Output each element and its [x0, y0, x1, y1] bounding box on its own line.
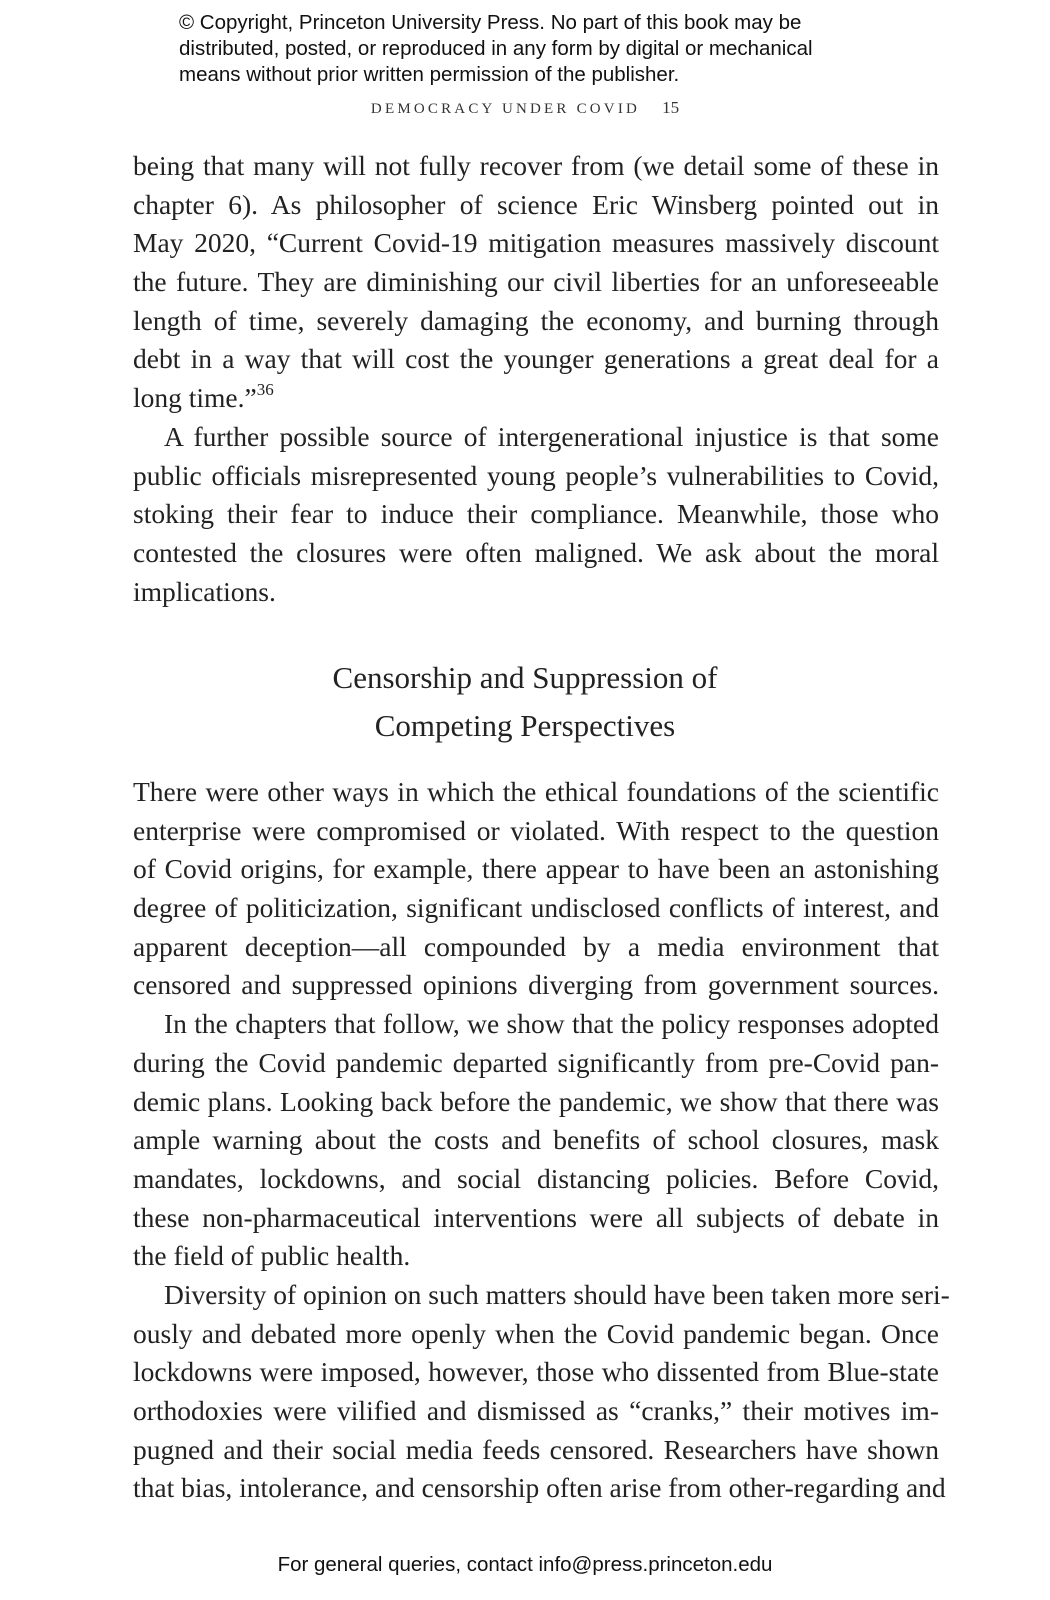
- text-line: May 2020, “Current Covid-19 mitigation measures massively discount: [133, 227, 939, 259]
- footer-contact: For general queries, contact info@press.princeton.edu: [277, 1553, 773, 1576]
- text-line: public officials misrepresented young people’s vulnerabilities to Covid,: [133, 459, 939, 491]
- page-number: 15: [662, 98, 680, 117]
- section-heading: [0, 654, 1050, 750]
- paragraph: [133, 773, 939, 1005]
- paragraph: [133, 418, 939, 611]
- running-head: [0, 98, 1050, 118]
- copyright-line: © Copyright, Princeton University Press. No part of this book may be: [179, 11, 802, 34]
- paragraph: [133, 1276, 950, 1508]
- text-line: A further possible source of intergenerational injustice is that some: [164, 420, 939, 452]
- text-line: enterprise were compromised or violated. With respect to the question: [133, 814, 939, 846]
- text-line: Diversity of opinion on such matters should have been taken more seri-: [164, 1278, 950, 1310]
- text-line: these non-pharmaceutical interventions were all subjects of debate in: [133, 1201, 939, 1233]
- text-line: during the Covid pandemic departed significantly from pre-Covid pan-: [133, 1046, 939, 1078]
- section-heading-line: Competing Perspectives: [374, 708, 676, 743]
- text-line: degree of politicization, significant undisclosed conflicts of interest, and: [133, 892, 939, 924]
- copyright-line: distributed, posted, or reproduced in any form by digital or mechanical: [179, 37, 813, 60]
- copyright-notice: [179, 10, 899, 88]
- text-line: mandates, lockdowns, and social distancing policies. Before Covid,: [133, 1162, 939, 1194]
- text-line: apparent deception—all compounded by a media environment that: [133, 930, 939, 962]
- text-line: There were other ways in which the ethical foundations of the scientific: [133, 776, 939, 807]
- text-line: pugned and their social media feeds censored. Researchers have shown: [133, 1433, 939, 1465]
- text-line-content: long time.”: [133, 382, 257, 414]
- text-line: ample warning about the costs and benefits of school closures, mask: [133, 1124, 939, 1156]
- text-line: [133, 379, 939, 418]
- text-line: the field of public health.: [133, 1240, 411, 1272]
- section-2-body: [133, 773, 950, 1508]
- text-line: of Covid origins, for example, there appear to have been an astonishing: [133, 853, 939, 885]
- text-line: contested the closures were often maligned. We ask about the moral: [133, 536, 939, 568]
- text-line: orthodoxies were vilified and dismissed as “cranks,” their motives im-: [133, 1395, 939, 1426]
- paragraph: [133, 1005, 939, 1276]
- section-1-body: [133, 147, 939, 611]
- text-line: implications.: [133, 575, 276, 607]
- text-line: length of time, severely damaging the economy, and burning through: [133, 304, 939, 336]
- running-head-title: DEMOCRACY UNDER COVID: [370, 101, 641, 117]
- text-line: debt in a way that will cost the younger generations a great deal for a: [133, 343, 939, 375]
- text-line: chapter 6). As philosopher of science Eric Winsberg pointed out in: [133, 188, 939, 220]
- section-heading-line: Censorship and Suppression of: [332, 660, 718, 695]
- copyright-line: means without prior written permission of the publisher.: [179, 63, 680, 86]
- text-line: censored and suppressed opinions diverging from government sources.: [133, 969, 939, 1001]
- text-line: In the chapters that follow, we show that the policy responses adopted: [164, 1008, 939, 1040]
- text-line: stoking their fear to induce their compliance. Meanwhile, those who: [133, 498, 939, 530]
- paragraph: [133, 147, 939, 418]
- text-line: that bias, intolerance, and censorship often arise from other-regarding and: [133, 1472, 946, 1504]
- text-line: being that many will not fully recover from (we detail some of these in: [133, 150, 939, 181]
- text-line: demic plans. Looking back before the pandemic, we show that there was: [133, 1085, 939, 1117]
- text-line: the future. They are diminishing our civil liberties for an unforeseeable: [133, 266, 939, 298]
- text-line: lockdowns were imposed, however, those who dissented from Blue-state: [133, 1356, 939, 1388]
- text-line: ously and debated more openly when the Covid pandemic began. Once: [133, 1317, 939, 1349]
- footnote-reference[interactable]: 36: [256, 380, 274, 400]
